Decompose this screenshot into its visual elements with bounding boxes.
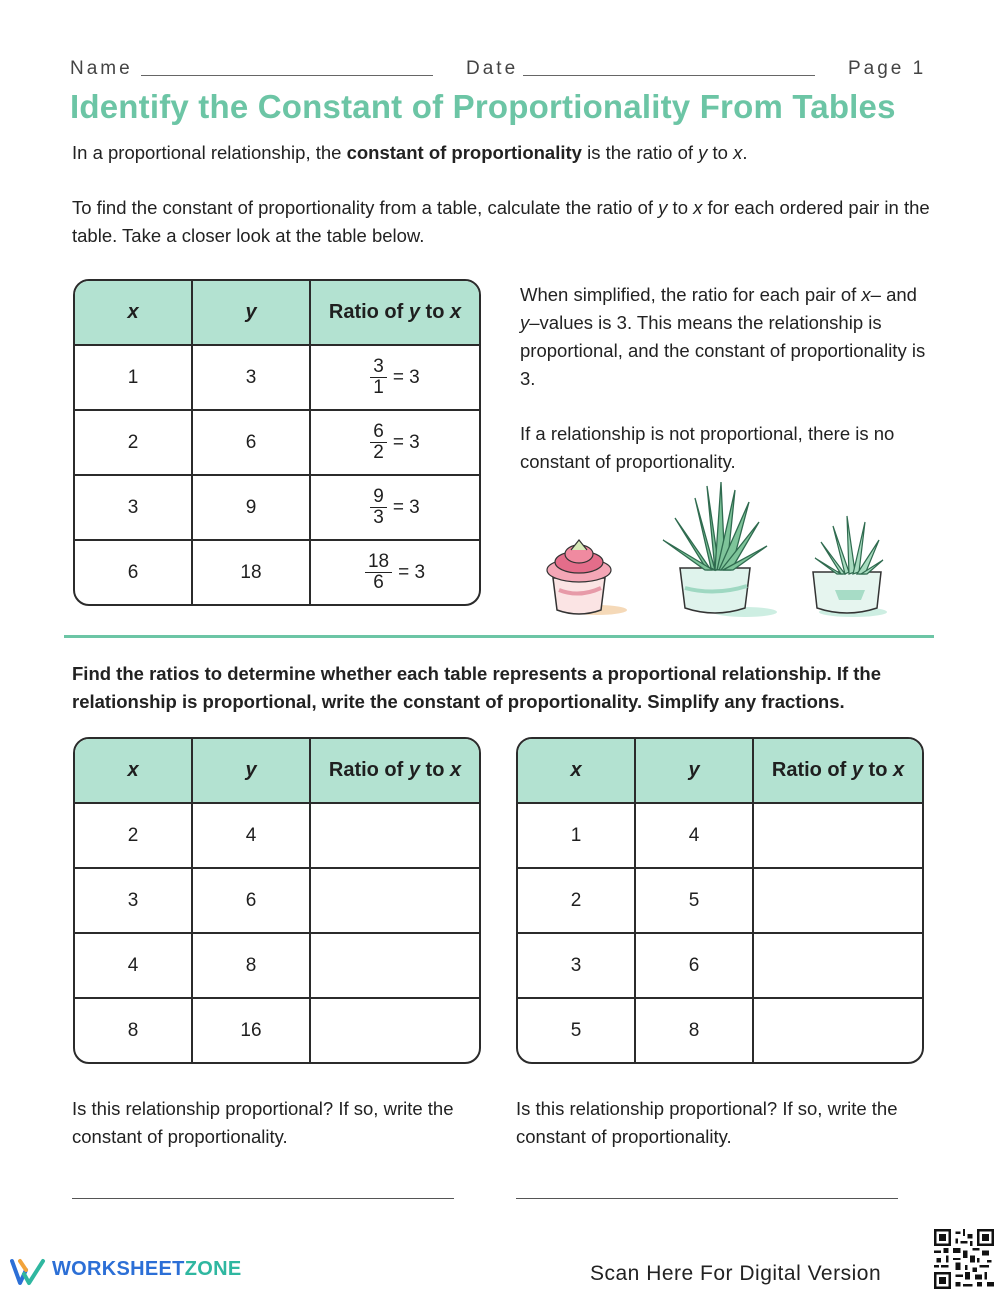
cell-x: 2 (518, 869, 636, 934)
instructions: Find the ratios to determine whether each table represents a proportional relationship. If the relationship is proportional, write the constant of proportionality. Simplify any fractions. (72, 663, 882, 712)
worksheetzone-logo-icon (10, 1258, 46, 1286)
question-1: Is this relationship proportional? If so, write the constant of proportionality. (72, 1098, 454, 1147)
answer-line-2[interactable] (516, 1198, 898, 1199)
table-row (75, 934, 479, 999)
cell-x: 1 (518, 804, 636, 869)
aloe-plant-pot (813, 516, 887, 617)
cell-y: 6 (636, 934, 754, 999)
qr-code-icon[interactable] (934, 1229, 994, 1289)
exercise-table-1 (73, 737, 481, 1064)
cell-y: 8 (193, 934, 311, 999)
cell-y: 6 (193, 411, 311, 476)
scan-text: Scan Here For Digital Version (590, 1262, 882, 1285)
col-header-y: y (193, 281, 311, 346)
intro-paragraph-2: To find the constant of proportionality from a table, calculate the ratio of y to x for each ordered pair in the table. Take a closer look at the table below. (72, 197, 930, 246)
cell-y: 8 (636, 999, 754, 1062)
fraction: $\frac{9}{3}$ (370, 487, 387, 528)
question-2: Is this relationship proportional? If so, write the constant of proportionality. (516, 1098, 898, 1147)
col-header-y: y (193, 739, 311, 804)
plants-illustration (535, 478, 915, 628)
succulent-pink-pot (547, 540, 627, 615)
table-row (518, 934, 922, 999)
table-row (75, 346, 479, 411)
col-header-x: x (518, 739, 636, 804)
example-table (73, 279, 481, 606)
cell-y: 18 (193, 541, 311, 604)
cell-ratio: $\frac{3}{1}$ = 3 (311, 346, 479, 411)
spiky-plant-pot (663, 482, 777, 617)
cell-x: 4 (75, 934, 193, 999)
cell-y: 4 (636, 804, 754, 869)
ratio-answer-cell[interactable] (311, 804, 479, 869)
table-row (75, 411, 479, 476)
cell-y: 5 (636, 869, 754, 934)
cell-x: 8 (75, 999, 193, 1062)
cell-ratio: $\frac{9}{3}$ = 3 (311, 476, 479, 541)
table-row (75, 476, 479, 541)
table-row (75, 541, 479, 604)
brand-name: WORKSHEETZONE (52, 1258, 242, 1280)
cell-y: 16 (193, 999, 311, 1062)
section-divider (64, 635, 934, 638)
cell-x: 3 (518, 934, 636, 999)
cell-y: 3 (193, 346, 311, 411)
ratio-answer-cell[interactable] (311, 999, 479, 1062)
cell-x: 2 (75, 804, 193, 869)
page-number: Page 1 (848, 58, 927, 79)
exercise-table-2 (516, 737, 924, 1064)
date-label: Date (466, 58, 519, 79)
ratio-answer-cell[interactable] (754, 999, 922, 1062)
cell-x: 3 (75, 476, 193, 541)
cell-x: 6 (75, 541, 193, 604)
name-field-line[interactable] (141, 75, 433, 76)
cell-x: 3 (75, 869, 193, 934)
table-row (75, 804, 479, 869)
col-header-ratio: Ratio of y to x (754, 739, 922, 804)
ratio-answer-cell[interactable] (754, 934, 922, 999)
col-header-y: y (636, 739, 754, 804)
col-header-ratio: Ratio of y to x (311, 281, 479, 346)
cell-ratio: $\frac{18}{6}$ = 3 (311, 541, 479, 604)
answer-line-1[interactable] (72, 1198, 454, 1199)
ratio-answer-cell[interactable] (311, 869, 479, 934)
date-field-line[interactable] (523, 75, 815, 76)
intro-paragraph-1: In a proportional relationship, the constant of proportionality is the ratio of y to x. (72, 142, 748, 163)
ratio-answer-cell[interactable] (754, 804, 922, 869)
cell-ratio: $\frac{6}{2}$ = 3 (311, 411, 479, 476)
table-row (75, 999, 479, 1062)
cell-x: 1 (75, 346, 193, 411)
explanation-paragraph-1: When simplified, the ratio for each pair of x– and y–values is 3. This means the relationship is proportional, and the constant of proportionality is 3. (520, 284, 926, 389)
fraction: $\frac{3}{1}$ (370, 357, 387, 398)
table-row (518, 869, 922, 934)
worksheet-title: Identify the Constant of Proportionality From Tables (70, 88, 896, 125)
ratio-answer-cell[interactable] (754, 869, 922, 934)
fraction: $\frac{18}{6}$ (365, 552, 392, 593)
col-header-ratio: Ratio of y to x (311, 739, 479, 804)
cell-y: 4 (193, 804, 311, 869)
col-header-x: x (75, 281, 193, 346)
table-row (75, 869, 479, 934)
cell-x: 5 (518, 999, 636, 1062)
cell-x: 2 (75, 411, 193, 476)
cell-y: 6 (193, 869, 311, 934)
cell-y: 9 (193, 476, 311, 541)
fraction: $\frac{6}{2}$ (370, 422, 387, 463)
table-row (518, 804, 922, 869)
table-row (518, 999, 922, 1062)
ratio-answer-cell[interactable] (311, 934, 479, 999)
explanation-paragraph-2: If a relationship is not proportional, there is no constant of proportionality. (520, 423, 895, 472)
name-label: Name (70, 58, 133, 79)
col-header-x: x (75, 739, 193, 804)
